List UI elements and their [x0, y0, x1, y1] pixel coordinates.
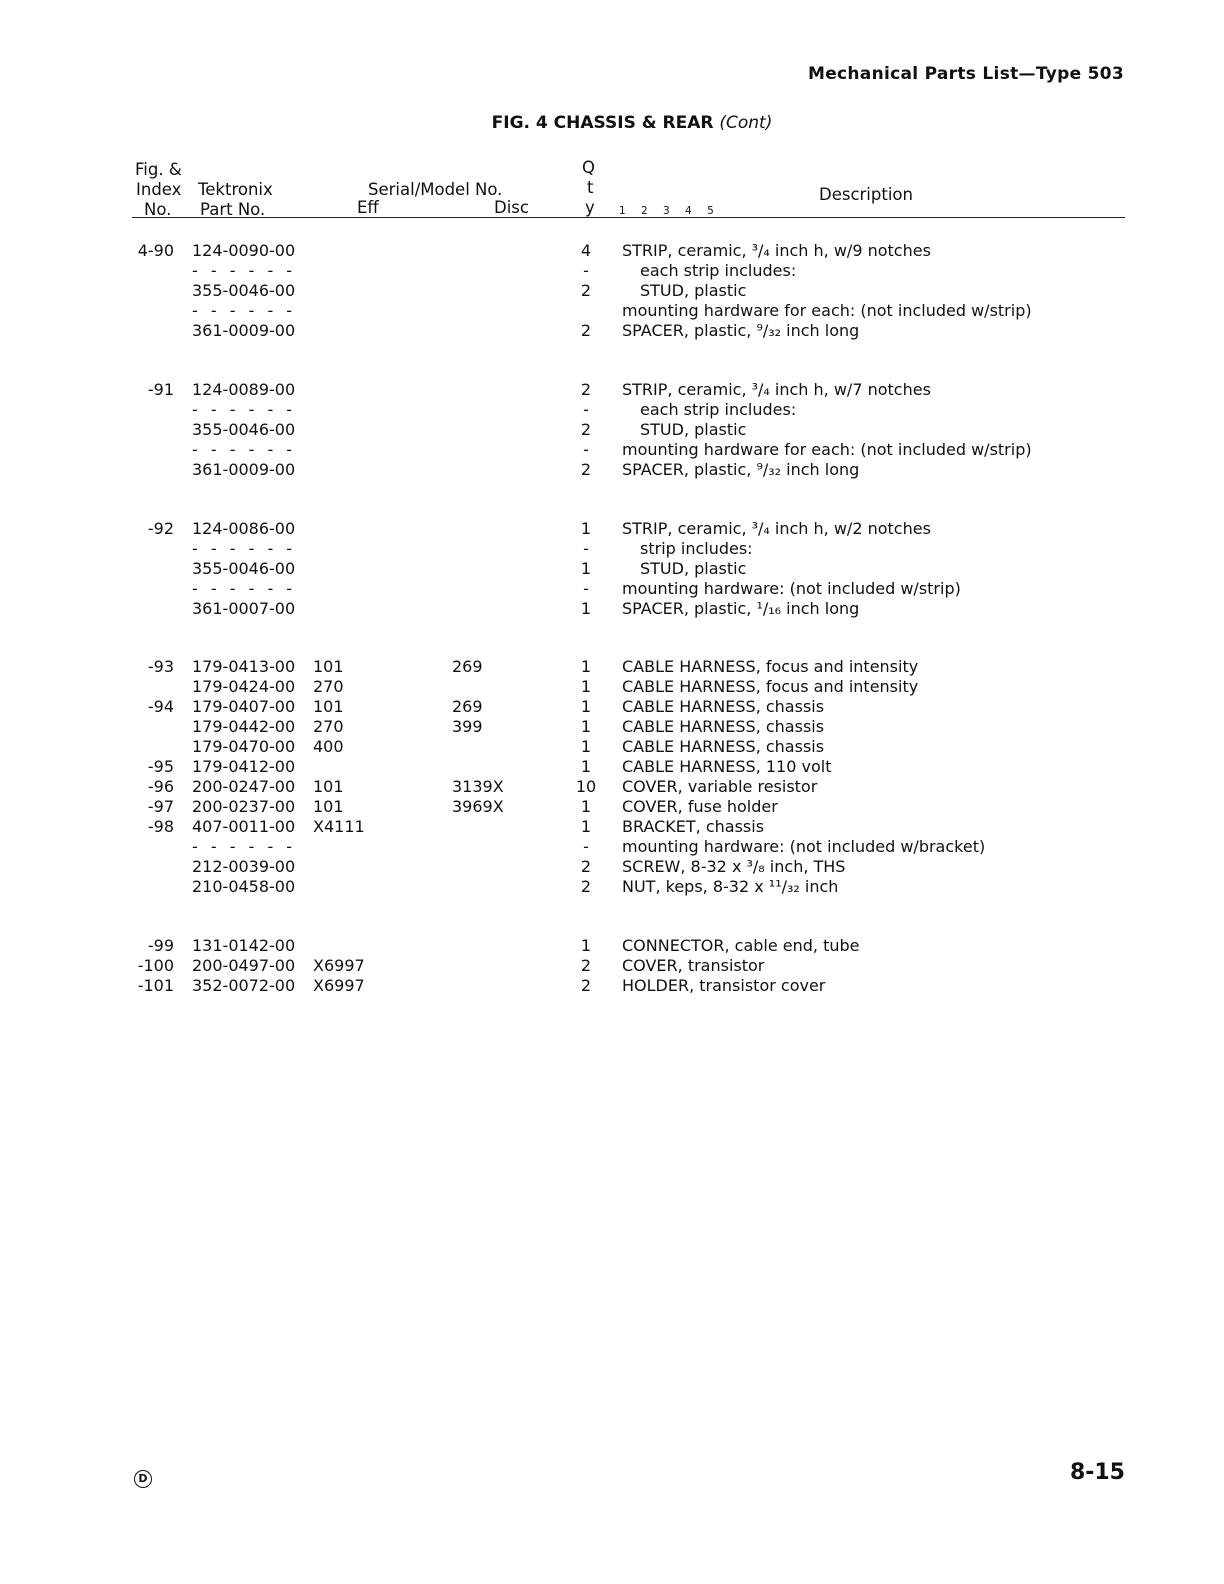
description: CABLE HARNESS, 110 volt [622, 757, 832, 776]
table-row [0, 697, 1224, 717]
description: STRIP, ceramic, ³/₄ inch h, w/9 notches [622, 241, 931, 260]
table-row [0, 420, 1224, 440]
part-no: 352-0072-00 [192, 976, 296, 995]
table-row [0, 956, 1224, 976]
serial-eff: 270 [313, 717, 344, 736]
part-no: 179-0412-00 [192, 757, 296, 776]
index-no: -93 [147, 657, 174, 676]
table-row [0, 539, 1224, 559]
description: strip includes: [640, 539, 753, 558]
index-no: -94 [147, 697, 174, 716]
page-number: 8-15 [1069, 1460, 1125, 1485]
quantity: 1 [580, 677, 592, 696]
description: mounting hardware for each: (not included w/strip) [622, 440, 1032, 459]
index-no: -95 [147, 757, 174, 776]
part-no: 131-0142-00 [192, 936, 296, 955]
quantity: 2 [580, 380, 592, 399]
part-no: 124-0089-00 [192, 380, 296, 399]
table-row [0, 657, 1224, 677]
quantity: - [583, 579, 589, 598]
part-no: 361-0007-00 [192, 599, 296, 618]
quantity: 1 [580, 697, 592, 716]
col-q: Q [582, 158, 595, 177]
part-no: 179-0470-00 [192, 737, 296, 756]
table-row [0, 400, 1224, 420]
quantity: 1 [580, 717, 592, 736]
table-row [0, 241, 1224, 261]
quantity: - [583, 261, 589, 280]
col-fig-1: Fig. & [135, 160, 182, 179]
part-no: - - - - - - [192, 400, 297, 419]
description: BRACKET, chassis [622, 817, 765, 836]
index-no: -91 [147, 380, 174, 399]
col-eff: Eff [357, 198, 379, 217]
serial-eff: 101 [313, 777, 344, 796]
table-row [0, 737, 1224, 757]
quantity: 10 [575, 777, 597, 796]
table-row [0, 877, 1224, 897]
description: mounting hardware for each: (not included w/strip) [622, 301, 1032, 320]
part-no: - - - - - - [192, 539, 297, 558]
table-row [0, 261, 1224, 281]
description: STUD, plastic [640, 281, 747, 300]
col-disc: Disc [494, 198, 529, 217]
page-header-title: Mechanical Parts List—Type 503 [807, 64, 1124, 84]
description: STRIP, ceramic, ³/₄ inch h, w/2 notches [622, 519, 931, 538]
part-no: - - - - - - [192, 440, 297, 459]
quantity: 1 [580, 657, 592, 676]
part-no: - - - - - - [192, 837, 297, 856]
table-row [0, 599, 1224, 619]
description: each strip includes: [640, 400, 797, 419]
part-no: 124-0090-00 [192, 241, 296, 260]
index-no: -99 [147, 936, 174, 955]
quantity: 1 [580, 599, 592, 618]
description: STRIP, ceramic, ³/₄ inch h, w/7 notches [622, 380, 931, 399]
serial-disc: 3969X [452, 797, 504, 816]
table-row [0, 817, 1224, 837]
part-no: 210-0458-00 [192, 877, 296, 896]
quantity: - [583, 400, 589, 419]
col-levels: 1 2 3 4 5 [619, 205, 720, 217]
serial-eff: X4111 [313, 817, 365, 836]
serial-disc: 3139X [452, 777, 504, 796]
description: SPACER, plastic, ⁹/₃₂ inch long [622, 321, 860, 340]
index-no: -96 [147, 777, 174, 796]
quantity: 1 [580, 797, 592, 816]
description: SPACER, plastic, ¹/₁₆ inch long [622, 599, 860, 618]
description: COVER, fuse holder [622, 797, 778, 816]
part-no: 361-0009-00 [192, 321, 296, 340]
table-row [0, 837, 1224, 857]
description: each strip includes: [640, 261, 797, 280]
col-t: t [587, 178, 594, 197]
part-no: 355-0046-00 [192, 420, 296, 439]
serial-disc: 269 [452, 697, 483, 716]
quantity: 1 [580, 817, 592, 836]
part-no: 200-0247-00 [192, 777, 296, 796]
quantity: 2 [580, 321, 592, 340]
description: NUT, keps, 8-32 x ¹¹/₃₂ inch [622, 877, 839, 896]
figure-title-cont: (Cont) [719, 113, 773, 133]
table-row [0, 797, 1224, 817]
quantity: 1 [580, 519, 592, 538]
table-row [0, 301, 1224, 321]
description: mounting hardware: (not included w/bracket) [622, 837, 986, 856]
description: COVER, transistor [622, 956, 765, 975]
serial-eff: X6997 [313, 976, 365, 995]
col-fig-2: Index [136, 180, 182, 199]
quantity: - [583, 539, 589, 558]
part-no: 361-0009-00 [192, 460, 296, 479]
quantity: - [583, 837, 589, 856]
table-row [0, 976, 1224, 996]
col-tek-1: Tektronix [198, 180, 273, 199]
serial-disc: 269 [452, 657, 483, 676]
table-row [0, 717, 1224, 737]
description: CABLE HARNESS, focus and intensity [622, 677, 919, 696]
col-description: Description [819, 185, 913, 204]
quantity: 2 [580, 420, 592, 439]
description: CONNECTOR, cable end, tube [622, 936, 860, 955]
table-row [0, 936, 1224, 956]
description: CABLE HARNESS, chassis [622, 697, 825, 716]
table-row [0, 677, 1224, 697]
table-row [0, 757, 1224, 777]
description: SPACER, plastic, ⁹/₃₂ inch long [622, 460, 860, 479]
figure-title-text: FIG. 4 CHASSIS & REAR [491, 113, 714, 133]
index-no: -101 [137, 976, 174, 995]
quantity: 2 [580, 976, 592, 995]
table-row [0, 559, 1224, 579]
part-no: - - - - - - [192, 261, 297, 280]
quantity: 1 [580, 757, 592, 776]
quantity: 2 [580, 857, 592, 876]
part-no: - - - - - - [192, 301, 297, 320]
table-row [0, 857, 1224, 877]
index-no: 4-90 [137, 241, 174, 260]
part-no: 212-0039-00 [192, 857, 296, 876]
col-serial: Serial/Model No. [368, 180, 503, 199]
part-no: 200-0237-00 [192, 797, 296, 816]
col-fig-3: No. [144, 200, 172, 219]
col-tek-2: Part No. [200, 200, 266, 219]
serial-eff: X6997 [313, 956, 365, 975]
part-no: 179-0424-00 [192, 677, 296, 696]
quantity: 1 [580, 936, 592, 955]
description: CABLE HARNESS, chassis [622, 737, 825, 756]
serial-eff: 270 [313, 677, 344, 696]
description: CABLE HARNESS, focus and intensity [622, 657, 919, 676]
part-no: - - - - - - [192, 579, 297, 598]
table-row [0, 777, 1224, 797]
quantity: 2 [580, 460, 592, 479]
quantity: 1 [580, 737, 592, 756]
tektronix-logo: D [134, 1470, 152, 1488]
table-row [0, 460, 1224, 480]
description: mounting hardware: (not included w/strip) [622, 579, 961, 598]
part-no: 355-0046-00 [192, 559, 296, 578]
table-row [0, 519, 1224, 539]
serial-eff: 101 [313, 797, 344, 816]
table-row [0, 281, 1224, 301]
quantity: - [583, 440, 589, 459]
part-no: 200-0497-00 [192, 956, 296, 975]
part-no: 124-0086-00 [192, 519, 296, 538]
part-no: 179-0413-00 [192, 657, 296, 676]
part-no: 355-0046-00 [192, 281, 296, 300]
part-no: 179-0442-00 [192, 717, 296, 736]
description: CABLE HARNESS, chassis [622, 717, 825, 736]
serial-eff: 400 [313, 737, 344, 756]
description: HOLDER, transistor cover [622, 976, 826, 995]
part-no: 179-0407-00 [192, 697, 296, 716]
quantity: 4 [580, 241, 592, 260]
description: COVER, variable resistor [622, 777, 818, 796]
quantity: 2 [580, 877, 592, 896]
col-y: y [585, 198, 595, 217]
index-no: -92 [147, 519, 174, 538]
table-row [0, 579, 1224, 599]
serial-eff: 101 [313, 697, 344, 716]
description: SCREW, 8-32 x ³/₈ inch, THS [622, 857, 846, 876]
serial-disc: 399 [452, 717, 483, 736]
quantity: 1 [580, 559, 592, 578]
index-no: -97 [147, 797, 174, 816]
part-no: 407-0011-00 [192, 817, 296, 836]
index-no: -100 [137, 956, 174, 975]
table-row [0, 321, 1224, 341]
table-row [0, 380, 1224, 400]
description: STUD, plastic [640, 559, 747, 578]
table-row [0, 440, 1224, 460]
description: STUD, plastic [640, 420, 747, 439]
quantity: 2 [580, 956, 592, 975]
serial-eff: 101 [313, 657, 344, 676]
quantity: 2 [580, 281, 592, 300]
index-no: -98 [147, 817, 174, 836]
